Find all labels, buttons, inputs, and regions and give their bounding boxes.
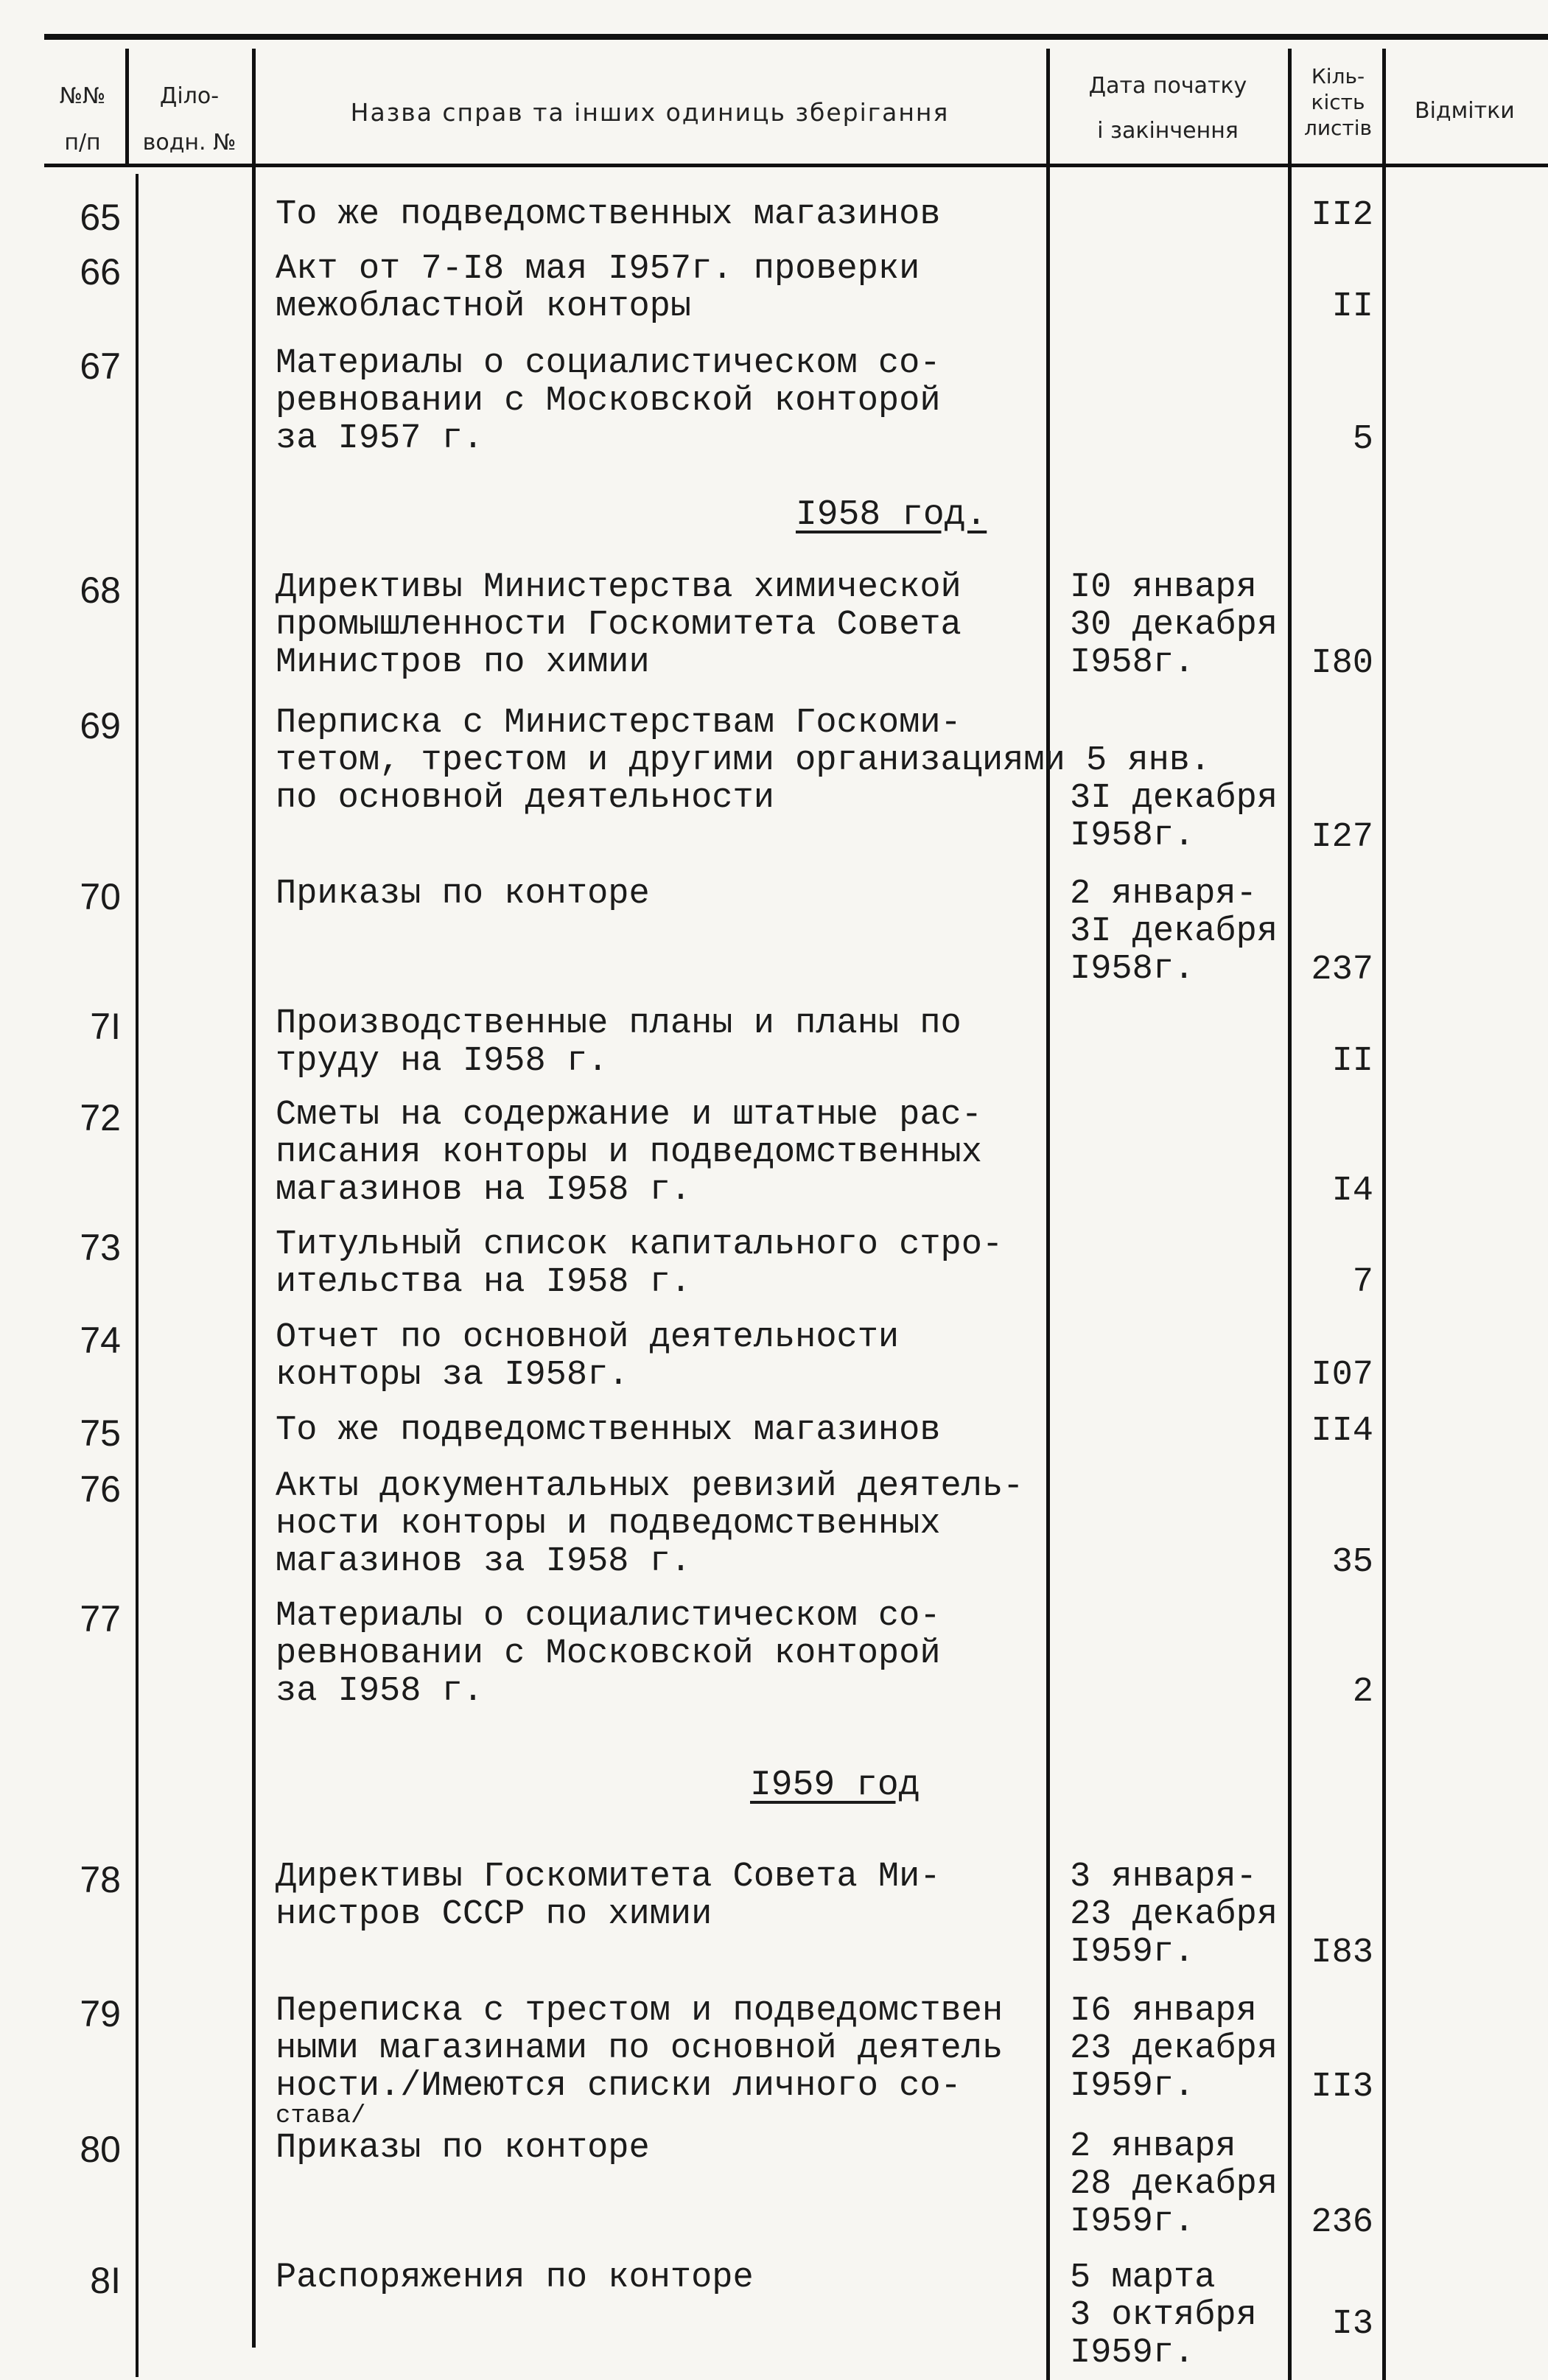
- row-68-num: 68: [80, 570, 121, 611]
- row-76-num: 76: [80, 1469, 121, 1510]
- row-77-title-3: за I958 г.: [276, 1672, 484, 1711]
- row-79-date-2: 23 декабря: [1070, 2029, 1278, 2068]
- row-73-count: 7: [1352, 1263, 1373, 1302]
- row-68-dates: [1070, 569, 1278, 682]
- row-68-count: I80: [1311, 644, 1373, 683]
- row-67-title-2: ревновании с Московской конторой: [276, 382, 941, 421]
- row-68-title: [276, 569, 962, 682]
- row-81-date-2: 3 октября: [1070, 2296, 1257, 2335]
- row-80-num: 80: [80, 2129, 121, 2170]
- row-71-title-1: Производственные планы и планы по: [276, 1004, 962, 1043]
- row-75-title: [276, 1412, 941, 1449]
- row-69-count: I27: [1311, 818, 1373, 857]
- header-col-dates-2: і закінчення: [1097, 118, 1239, 144]
- row-74-title: [276, 1319, 899, 1394]
- row-69-num: 69: [80, 705, 121, 746]
- row-71-title: [276, 1005, 962, 1080]
- row-77-title-2: ревновании с Московской конторой: [276, 1634, 941, 1673]
- row-79-count: II3: [1311, 2068, 1373, 2107]
- col-rule-count: [1382, 49, 1386, 2380]
- row-79-title-4: става/: [276, 2102, 366, 2130]
- row-80-count: 236: [1311, 2203, 1373, 2242]
- header-col-num-1: №№: [59, 83, 106, 109]
- row-70-date-1: 2 января-: [1070, 875, 1257, 914]
- row-76-title-1: Акты документальных ревизий деятель-: [276, 1467, 1024, 1506]
- row-68-title-2: промышленности Госкомитета Совета: [276, 606, 962, 645]
- row-72-num: 72: [80, 1097, 121, 1138]
- row-72-count: I4: [1331, 1172, 1373, 1211]
- header-col-dates-1: Дата початку: [1088, 73, 1247, 99]
- header-col-count: [1291, 63, 1385, 141]
- row-73-title-1: Титульный список капитального стро-: [276, 1225, 1004, 1264]
- row-81-count: I3: [1331, 2305, 1373, 2344]
- row-71-num: 7I: [90, 1006, 121, 1047]
- row-67-num: 67: [80, 346, 121, 387]
- header-col-count-1: Кіль-: [1311, 64, 1365, 88]
- row-73-num: 73: [80, 1227, 121, 1268]
- row-67-title-1: Материалы о социалистическом со-: [276, 344, 941, 383]
- row-77-num: 77: [80, 1598, 121, 1639]
- row-74-count: I07: [1311, 1356, 1373, 1395]
- row-80-date-1: 2 января: [1070, 2127, 1236, 2166]
- row-71-title-2: труду на I958 г.: [276, 1042, 609, 1081]
- row-70-title-1: Приказы по конторе: [276, 875, 650, 914]
- row-70-date-2: 3I декабря: [1070, 912, 1278, 951]
- row-80-title-1: Приказы по конторе: [276, 2129, 650, 2168]
- row-70-num: 70: [80, 876, 121, 917]
- row-75-title-1: То же подведомственных магазинов: [276, 1411, 941, 1450]
- row-71-count: II: [1331, 1042, 1373, 1081]
- row-66-num: 66: [80, 251, 121, 293]
- row-77-title: [276, 1597, 941, 1710]
- top-border: [44, 34, 1548, 40]
- row-81-dates: [1070, 2259, 1257, 2372]
- col-rule-office: [252, 49, 256, 2348]
- row-80-date-2: 28 декабря: [1070, 2165, 1278, 2204]
- row-69-title-1: Перписка с Министерствам Госкоми-: [276, 704, 962, 743]
- header-col-office: [134, 80, 245, 159]
- header-col-dates: [1054, 69, 1282, 147]
- row-69-title-2: тетом, трестом и другими организациями 5 янв.: [276, 741, 1211, 780]
- row-74-title-1: Отчет по основной деятельности: [276, 1318, 900, 1357]
- row-76-title: [276, 1468, 1023, 1581]
- row-75-count: II4: [1311, 1412, 1373, 1451]
- col-rule-num-body: [136, 174, 139, 2377]
- row-78-title-1: Директивы Госкомитета Совета Ми-: [276, 1858, 941, 1897]
- row-74-num: 74: [80, 1320, 121, 1361]
- row-80-date-3: I959г.: [1070, 2202, 1195, 2241]
- header-col-office-2: водн. №: [142, 130, 237, 155]
- row-67-count: 5: [1352, 420, 1373, 459]
- year-heading-1958: I958 год.: [796, 495, 987, 535]
- header-col-count-2: кість: [1311, 90, 1365, 114]
- row-78-date-1: 3 января-: [1070, 1858, 1257, 1897]
- row-81-title-1: Распоряжения по конторе: [276, 2258, 754, 2297]
- row-81-num: 8I: [90, 2260, 121, 2301]
- row-78-count: I83: [1311, 1933, 1373, 1973]
- row-70-title: [276, 875, 650, 913]
- row-69-date-1: 3I декабря: [1070, 779, 1278, 818]
- row-68-date-1: I0 января: [1070, 568, 1257, 607]
- row-67-title-3: за I957 г.: [276, 419, 484, 458]
- header-col-office-1: Діло-: [159, 83, 220, 109]
- row-75-num: 75: [80, 1413, 121, 1454]
- row-77-title-1: Материалы о социалистическом со-: [276, 1597, 941, 1636]
- year-heading-1959: I959 год: [750, 1765, 920, 1805]
- header-col-num: [46, 80, 119, 159]
- row-80-title: [276, 2129, 650, 2167]
- row-72-title: [276, 1096, 982, 1209]
- row-72-title-3: магазинов на I958 г.: [276, 1171, 692, 1210]
- row-69-title-3: по основной деятельности: [276, 779, 774, 818]
- row-81-date-1: 5 марта: [1070, 2258, 1216, 2297]
- col-rule-dates: [1288, 49, 1292, 2380]
- row-78-title: [276, 1858, 941, 1933]
- row-70-dates: [1070, 875, 1278, 988]
- row-76-title-2: ности конторы и подведомственных: [276, 1505, 941, 1544]
- row-68-date-3: I958г.: [1070, 643, 1195, 682]
- row-66-title: [276, 251, 920, 326]
- row-65-count: II2: [1311, 196, 1373, 235]
- row-72-title-2: писания конторы и подведомственных: [276, 1133, 982, 1172]
- row-68-date-2: 30 декабря: [1070, 606, 1278, 645]
- row-78-dates: [1070, 1858, 1278, 1971]
- row-74-title-2: конторы за I958г.: [276, 1356, 629, 1395]
- row-79-title-1: Переписка с трестом и подведомствен: [276, 1992, 1004, 2031]
- row-70-date-3: I958г.: [1070, 950, 1195, 989]
- row-69-dates: [1070, 780, 1278, 855]
- row-79-dates: [1070, 1992, 1278, 2105]
- row-77-count: 2: [1352, 1673, 1373, 1712]
- header-col-num-2: п/п: [64, 130, 101, 155]
- row-79-date-3: I959г.: [1070, 2067, 1195, 2106]
- row-79-title-2: ными магазинами по основной деятель: [276, 2029, 1004, 2068]
- header-col-notes: Відмітки: [1415, 98, 1515, 124]
- row-80-dates: [1070, 2128, 1278, 2241]
- row-78-title-2: нистров СССР по химии: [276, 1895, 712, 1934]
- row-66-title-2: межобластной конторы: [276, 287, 692, 326]
- row-78-date-2: 23 декабря: [1070, 1895, 1278, 1934]
- row-79-title-3: ности./Имеются списки личного со-: [276, 2067, 962, 2106]
- header-col-title: Назва справ та інших одиниць зберігання: [350, 98, 950, 127]
- row-68-title-1: Директивы Министерства химической: [276, 568, 962, 607]
- row-73-title: [276, 1226, 1003, 1301]
- row-72-title-1: Сметы на содержание и штатные рас-: [276, 1096, 982, 1135]
- header-divider: [44, 164, 1548, 167]
- row-66-title-1: Акт от 7-I8 мая I957г. проверки: [276, 250, 920, 289]
- row-65-title-1: То же подведомственных магазинов: [276, 195, 941, 234]
- header-col-count-3: листів: [1303, 116, 1373, 140]
- row-79-num: 79: [80, 1993, 121, 2034]
- row-68-title-3: Министров по химии: [276, 643, 650, 682]
- row-70-count: 237: [1311, 951, 1373, 990]
- row-76-count: 35: [1331, 1543, 1373, 1582]
- row-65-title: [276, 196, 941, 234]
- row-78-date-3: I959г.: [1070, 1933, 1195, 1972]
- col-rule-title: [1046, 49, 1050, 2380]
- row-76-title-3: магазинов за I958 г.: [276, 1542, 692, 1581]
- row-65-num: 65: [80, 197, 121, 238]
- row-81-title: [276, 2259, 754, 2297]
- row-81-date-3: I959г.: [1070, 2334, 1195, 2373]
- row-79-date-1: I6 января: [1070, 1992, 1257, 2031]
- col-rule-num: [125, 49, 129, 164]
- row-78-num: 78: [80, 1859, 121, 1900]
- row-67-title: [276, 345, 941, 458]
- row-69-date-2: I958г.: [1070, 816, 1195, 855]
- row-66-count: II: [1331, 287, 1373, 326]
- row-79-title: [276, 1992, 1004, 2130]
- row-73-title-2: ительства на I958 г.: [276, 1263, 692, 1302]
